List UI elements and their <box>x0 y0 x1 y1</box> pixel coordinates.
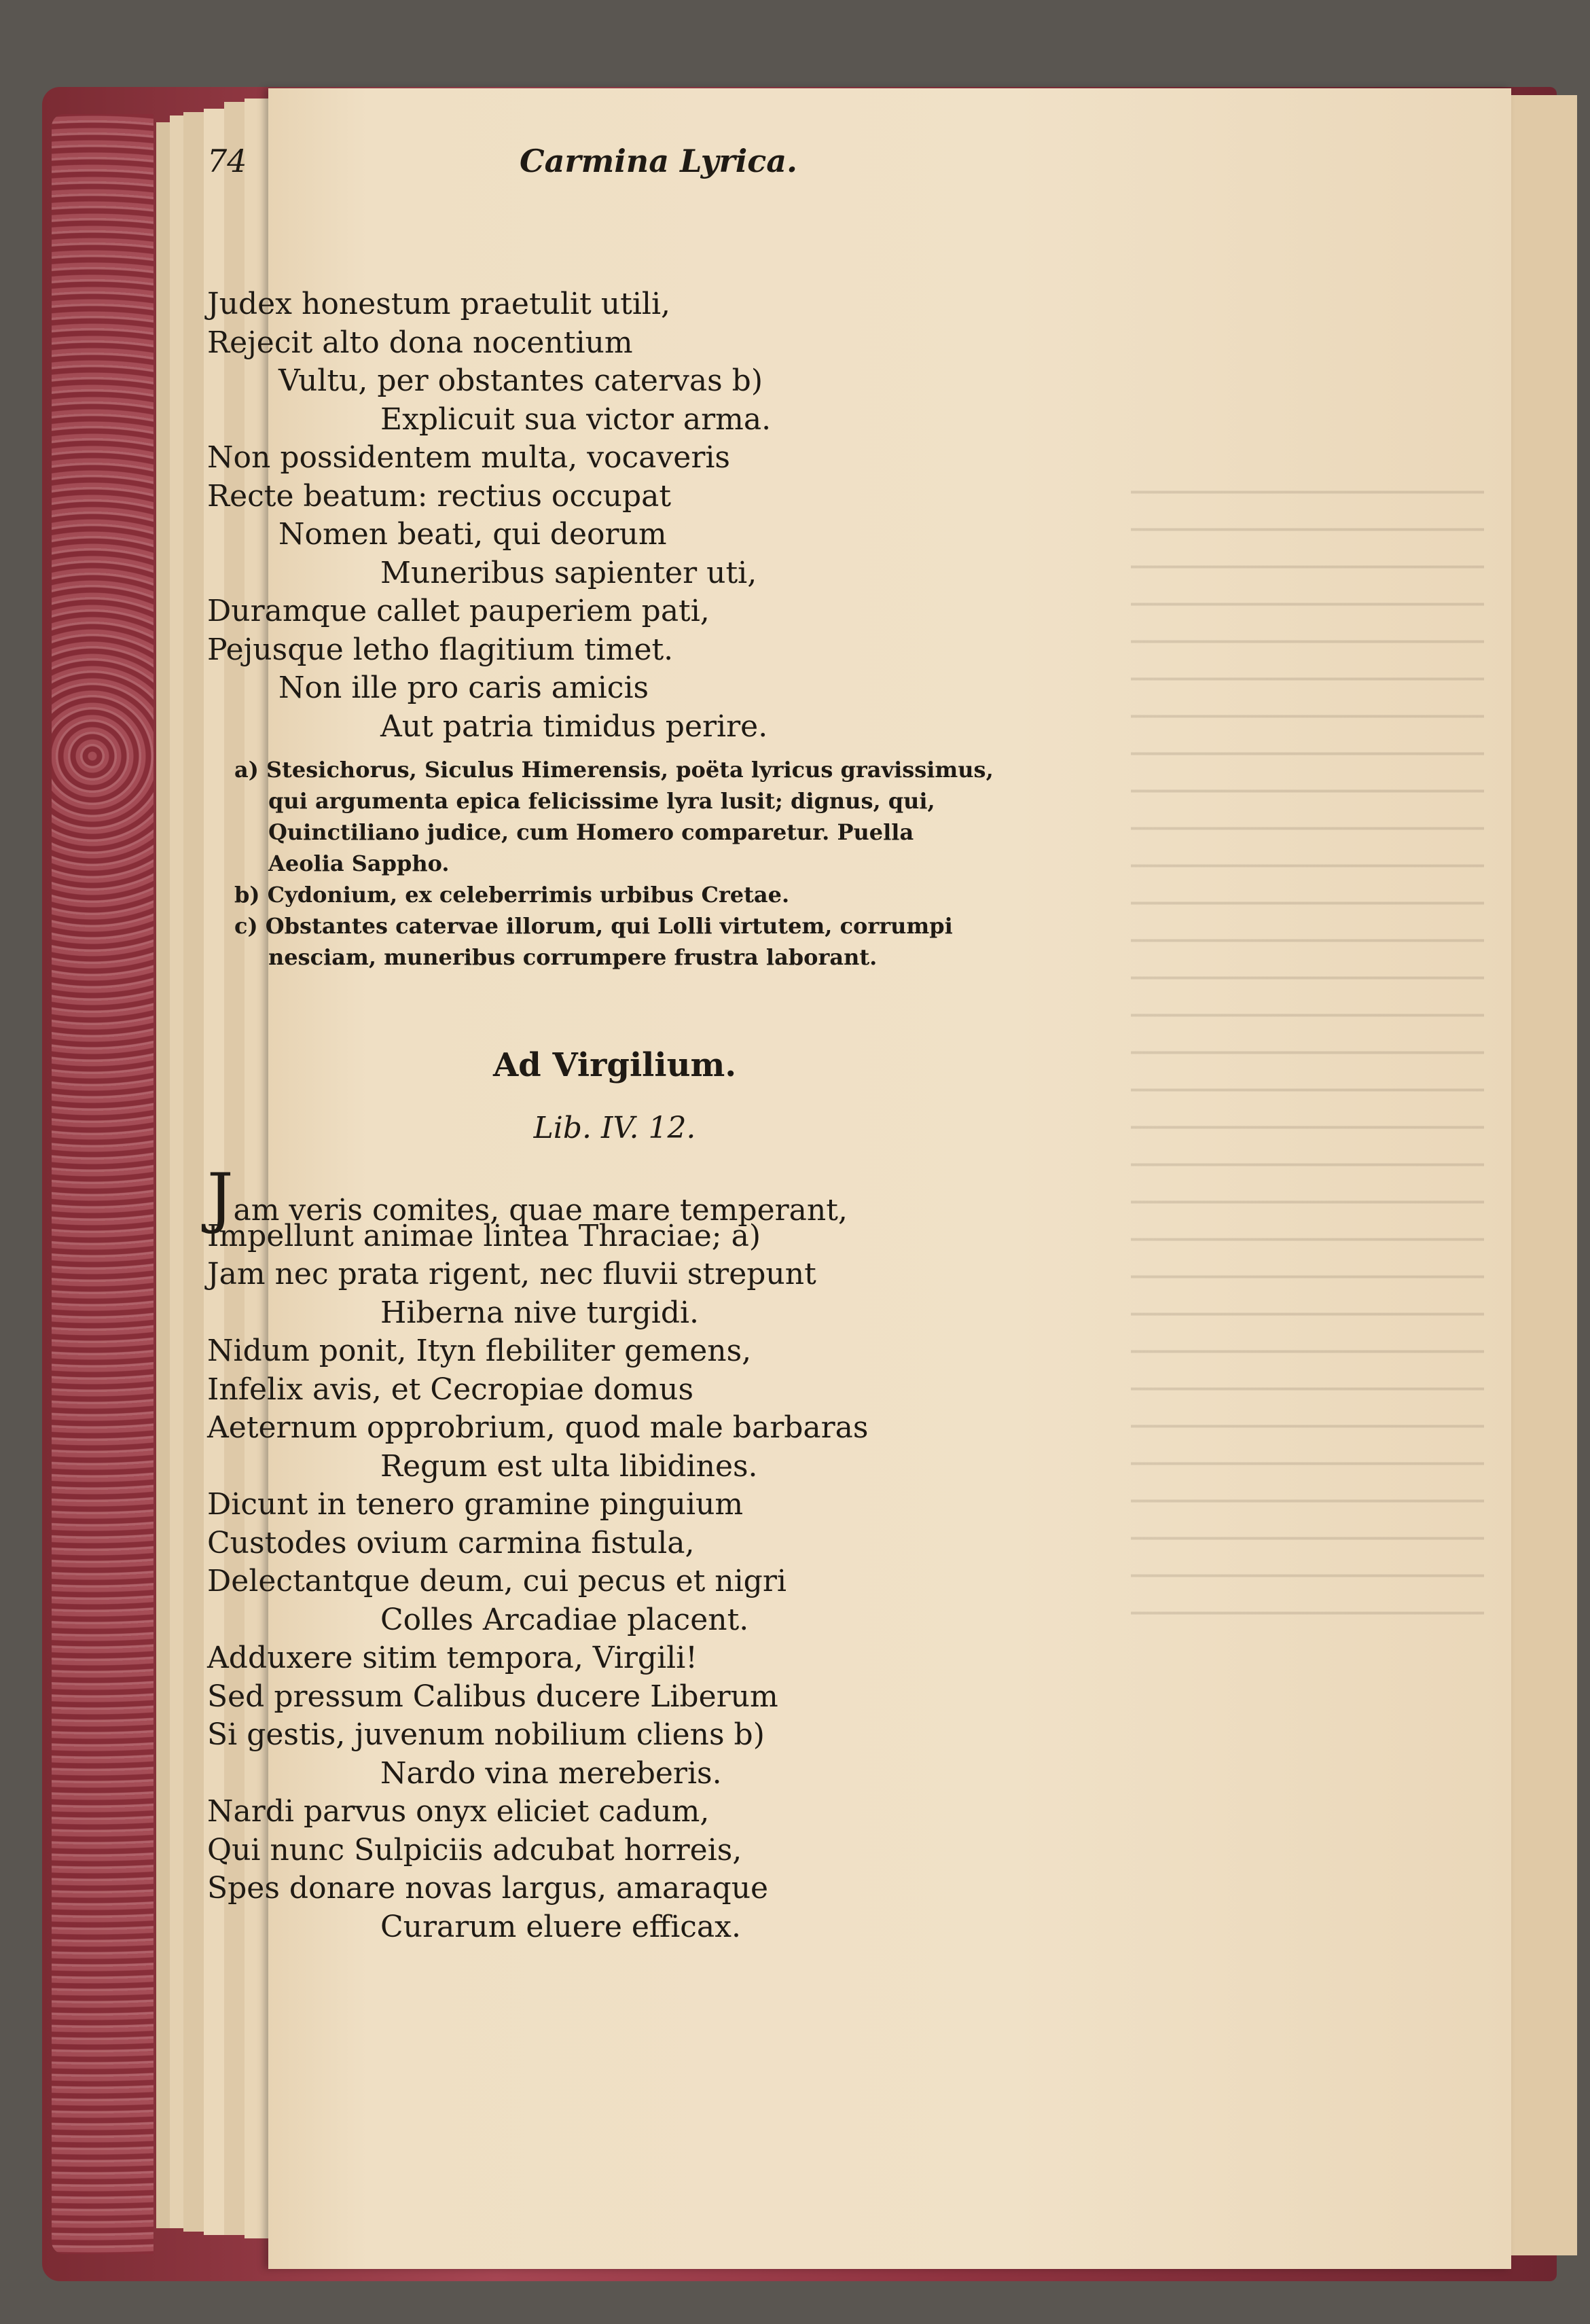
poem-line: Colles Arcadiae placent. <box>380 1602 749 1637</box>
poem-line: Pejusque letho flagitium timet. <box>207 632 674 667</box>
poem-line: Vultu, per obstantes catervas b) <box>278 363 763 398</box>
poem-line: Custodes ovium carmina fistula, <box>207 1525 695 1560</box>
poem-line: Rejecit alto dona nocentium <box>207 325 633 360</box>
poem-line: Non possidentem multa, vocaveris <box>207 440 730 475</box>
show-through-text <box>1131 469 1484 1624</box>
footnote-line: qui argumenta epica felicissime lyra lusit; dignus, qui, <box>268 788 935 814</box>
poem-line: Aeternum opprobrium, quod male barbaras <box>207 1410 869 1445</box>
poem-new <box>207 1160 869 1946</box>
section-heading: Ad Virgilium. <box>492 1046 737 1084</box>
poem-line: Spes donare novas largus, amaraque <box>207 1871 769 1906</box>
footnote-line: c) Obstantes catervae illorum, qui Lolli virtutem, corrumpi <box>234 913 953 939</box>
poem-line: Sed pressum Calibus ducere Liberum <box>207 1679 778 1714</box>
poem-line: Muneribus sapienter uti, <box>380 555 757 590</box>
footnotes <box>234 754 1389 973</box>
poem-line: Infelix avis, et Cecropiae domus <box>207 1372 694 1407</box>
poem-line: Recte beatum: rectius occupat <box>207 478 672 514</box>
footnote-line: b) Cydonium, ex celeberrimis urbibus Cretae. <box>234 882 790 908</box>
page-number: 74 <box>207 143 247 179</box>
running-title: Carmina Lyrica. <box>520 143 798 179</box>
poem-line: Non ille pro caris amicis <box>278 671 649 705</box>
footnote-line: a) Stesichorus, Siculus Himerensis, poëta lyricus gravissimus, <box>234 757 994 783</box>
poem-line: Si gestis, juvenum nobilium cliens b) <box>207 1717 765 1752</box>
poem-line: Jam nec prata rigent, nec fluvii strepunt <box>207 1257 816 1291</box>
poem-line: Nardo vina mereberis. <box>380 1755 722 1791</box>
footnote-line: Aeolia Sappho. <box>268 851 450 876</box>
footnote-line: nesciam, muneribus corrumpere frustra laborant. <box>268 944 878 970</box>
poem-line: Nidum ponit, Ityn flebiliter gemens, <box>207 1334 752 1368</box>
running-header <box>207 143 1022 190</box>
poem-line: Judex honestum praetulit utili, <box>207 287 671 321</box>
poem-line: Hiberna nive turgidi. <box>380 1295 700 1330</box>
poem-line: Aut patria timidus perire. <box>380 709 768 744</box>
poem-continued <box>207 285 771 746</box>
poem-line: Regum est ulta libidines. <box>380 1448 758 1484</box>
poem-line: Nomen beati, qui deorum <box>278 517 667 552</box>
poem-line: Explicuit sua victor arma. <box>380 401 772 437</box>
footnote-line: Quinctiliano judice, cum Homero comparetur. Puella <box>268 819 914 845</box>
section-subheading: Lib. IV. 12. <box>533 1111 696 1145</box>
poem-line: Nardi parvus onyx eliciet cadum, <box>207 1794 710 1829</box>
poem-line: Dicunt in tenero gramine pinguium <box>207 1487 744 1522</box>
poem-line: Jam veris comites, quae mare temperant, <box>207 1160 848 1236</box>
poem-line: Adduxere sitim tempora, Virgili! <box>207 1641 698 1675</box>
poem-line: Delectantque deum, cui pecus et nigri <box>207 1564 787 1598</box>
poem-line: Duramque callet pauperiem pati, <box>207 594 710 628</box>
drop-cap: J <box>207 1160 234 1236</box>
poem-line: Curarum eluere efficax. <box>380 1909 741 1944</box>
marbled-edge <box>52 114 153 2254</box>
poem-line: Qui nunc Sulpiciis adcubat horreis, <box>207 1832 742 1867</box>
poem-line: Impellunt animae lintea Thraciae; a) <box>207 1218 761 1253</box>
